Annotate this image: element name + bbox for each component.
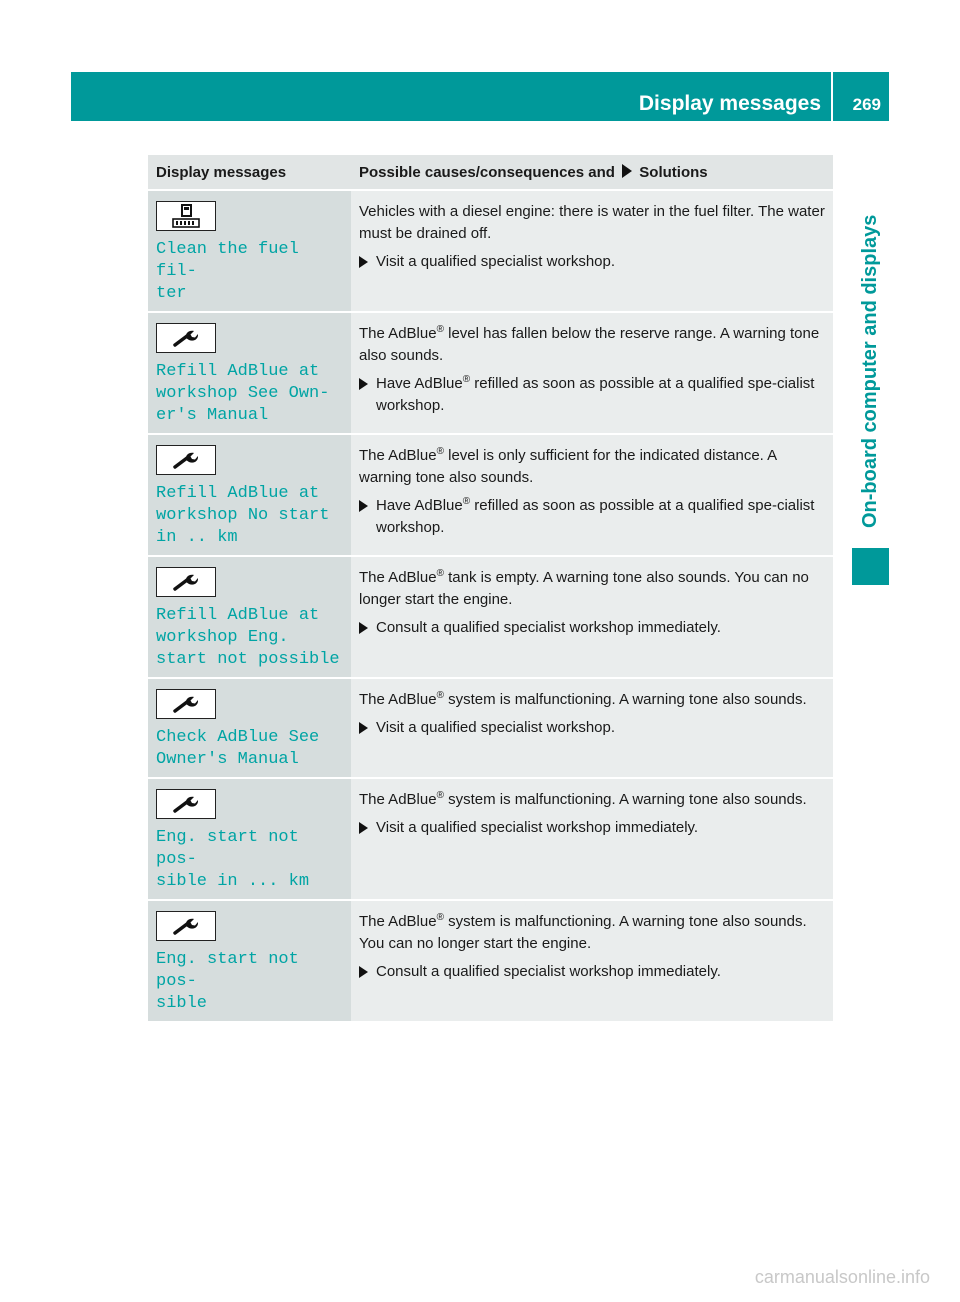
cause-text-end: level is only sufficient for the indicated distance. A warning tone also sounds. bbox=[359, 447, 777, 486]
cause-text-start: The AdBlue bbox=[359, 325, 437, 342]
wrench-icon bbox=[156, 567, 216, 597]
cause-text-end: level has fallen below the reserve range. A warning tone also sounds. bbox=[359, 325, 820, 364]
cause-text-start: The AdBlue bbox=[359, 569, 437, 586]
header-divider bbox=[831, 72, 833, 121]
cause-text-end: system is malfunctioning. A warning tone also sounds. bbox=[443, 791, 807, 808]
solution-text-start: Visit a qualified specialist workshop. bbox=[376, 253, 616, 270]
wrench-icon bbox=[156, 911, 216, 941]
cause-text bbox=[359, 445, 825, 489]
column-header-causes-label: Possible causes/consequences and bbox=[359, 163, 615, 181]
display-message-text: Eng. start not pos- sible in ... km bbox=[156, 828, 310, 891]
wrench-icon bbox=[156, 789, 216, 819]
solution-step bbox=[359, 617, 825, 639]
cause-solution-cell bbox=[351, 778, 833, 900]
display-messages-table bbox=[148, 155, 833, 1023]
solution-text-end: refilled as soon as possible at a qualified spe-cialist workshop. bbox=[376, 375, 815, 414]
cause-text-start: The AdBlue bbox=[359, 791, 437, 808]
solution-step bbox=[359, 373, 825, 417]
display-message-text: Refill AdBlue at workshop See Own- er's Manual bbox=[156, 362, 330, 425]
registered-mark: ® bbox=[462, 496, 471, 507]
cause-solution-cell bbox=[351, 678, 833, 778]
solution-step bbox=[359, 251, 825, 273]
display-message-text: Refill AdBlue at workshop No start in .. km bbox=[156, 484, 330, 547]
registered-mark: ® bbox=[436, 446, 444, 457]
display-message-cell bbox=[148, 190, 351, 312]
cause-text-end: tank is empty. A warning tone also sounds. You can no longer start the engine. bbox=[359, 569, 809, 608]
registered-mark: ® bbox=[436, 690, 444, 701]
cause-text-start: Vehicles with a diesel engine: there is water in the fuel filter. The water must be drained off. bbox=[359, 203, 825, 242]
registered-mark: ® bbox=[462, 374, 471, 385]
display-message-cell bbox=[148, 900, 351, 1022]
table-header-row bbox=[148, 155, 833, 190]
solution-text-end: refilled as soon as possible at a qualified spe-cialist workshop. bbox=[376, 497, 815, 536]
table-row bbox=[148, 556, 833, 678]
cause-text bbox=[359, 789, 825, 811]
solution-text-start: Have AdBlue bbox=[376, 375, 463, 392]
display-message-cell bbox=[148, 556, 351, 678]
cause-solution-cell bbox=[351, 434, 833, 556]
display-message-text: Refill AdBlue at workshop Eng. start not possible bbox=[156, 606, 340, 669]
registered-mark: ® bbox=[436, 568, 444, 579]
cause-solution-cell bbox=[351, 556, 833, 678]
cause-text bbox=[359, 323, 825, 367]
solution-step bbox=[359, 961, 825, 983]
display-message-cell bbox=[148, 778, 351, 900]
fuel-filter-icon bbox=[156, 201, 216, 231]
page-number: 269 bbox=[852, 95, 881, 114]
table-row bbox=[148, 678, 833, 778]
cause-solution-cell bbox=[351, 900, 833, 1022]
solution-step bbox=[359, 817, 825, 839]
display-message-cell bbox=[148, 312, 351, 434]
cause-text-start: The AdBlue bbox=[359, 913, 437, 930]
wrench-icon bbox=[156, 689, 216, 719]
registered-mark: ® bbox=[436, 324, 444, 335]
chapter-side-tab-label: On-board computer and displays bbox=[859, 214, 881, 528]
cause-solution-cell bbox=[351, 312, 833, 434]
solution-text-start: Consult a qualified specialist workshop immediately. bbox=[376, 619, 721, 636]
display-message-text: Eng. start not pos- sible bbox=[156, 950, 299, 1013]
solution-text-start: Visit a qualified specialist workshop. bbox=[376, 719, 616, 736]
page-section-title: Display messages bbox=[638, 92, 821, 115]
column-header-causes-solutions bbox=[351, 155, 833, 190]
page-header-bar bbox=[71, 72, 889, 121]
table-row bbox=[148, 190, 833, 312]
solution-text-start: Visit a qualified specialist workshop immediately. bbox=[376, 819, 699, 836]
display-message-cell bbox=[148, 434, 351, 556]
table-row bbox=[148, 778, 833, 900]
column-header-solutions-label: Solutions bbox=[639, 163, 708, 181]
display-message-text: Clean the fuel fil- ter bbox=[156, 240, 299, 303]
column-header-display-messages: Display messages bbox=[148, 155, 351, 190]
cause-text bbox=[359, 911, 825, 955]
wrench-icon bbox=[156, 323, 216, 353]
solution-step bbox=[359, 717, 825, 739]
display-message-cell bbox=[148, 678, 351, 778]
registered-mark: ® bbox=[436, 790, 444, 801]
cause-text-start: The AdBlue bbox=[359, 447, 437, 464]
table-row bbox=[148, 900, 833, 1022]
registered-mark: ® bbox=[436, 912, 444, 923]
cause-solution-cell bbox=[351, 190, 833, 312]
cause-text-end: system is malfunctioning. A warning tone also sounds. bbox=[443, 691, 807, 708]
watermark: carmanualsonline.info bbox=[754, 1267, 930, 1287]
cause-text bbox=[359, 689, 825, 711]
chapter-side-tab bbox=[852, 155, 889, 585]
cause-text-start: The AdBlue bbox=[359, 691, 437, 708]
solution-text-start: Consult a qualified specialist workshop immediately. bbox=[376, 963, 721, 980]
display-message-text: Check AdBlue See Owner's Manual bbox=[156, 728, 320, 769]
table-row bbox=[148, 312, 833, 434]
arrow-right-icon bbox=[622, 164, 632, 178]
cause-text-end: system is malfunctioning. A warning tone also sounds. You can no longer start the engine. bbox=[359, 913, 807, 952]
table-row bbox=[148, 434, 833, 556]
cause-text bbox=[359, 201, 825, 245]
cause-text bbox=[359, 567, 825, 611]
chapter-marker-block bbox=[852, 548, 889, 585]
wrench-icon bbox=[156, 445, 216, 475]
solution-text-start: Have AdBlue bbox=[376, 497, 463, 514]
solution-step bbox=[359, 495, 825, 539]
